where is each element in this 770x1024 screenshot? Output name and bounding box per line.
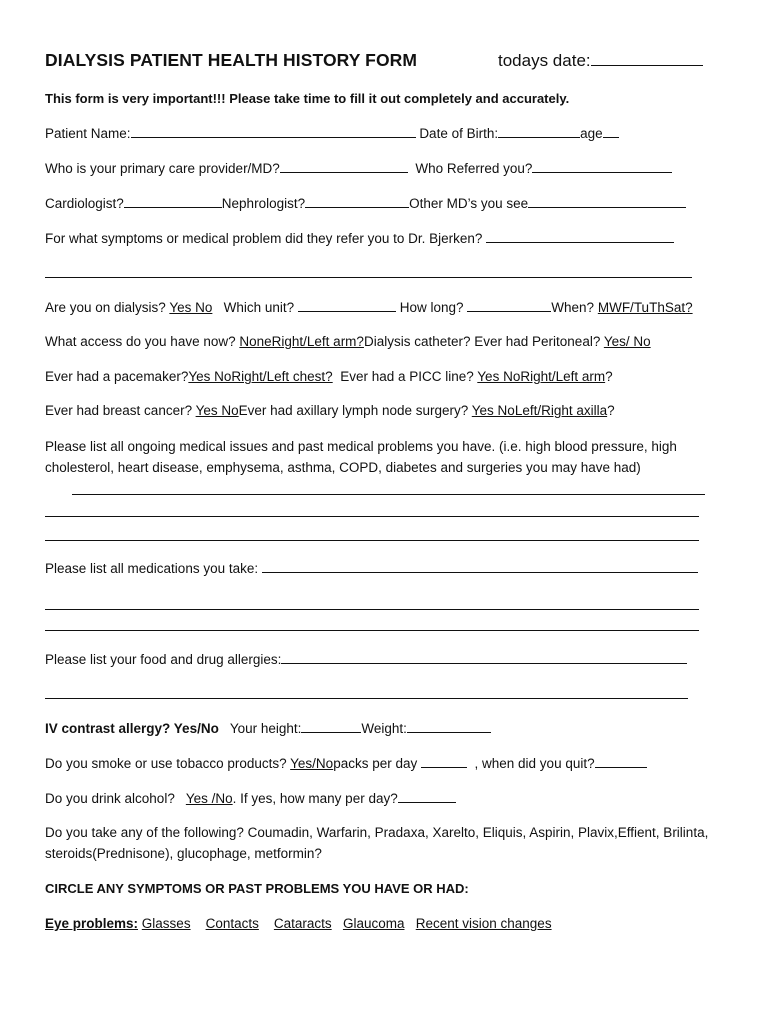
meds-following-text: Do you take any of the following? Coumadin, Warfarin, Pradaxa, Xarelto, Eliquis, Aspirin, Plavix,Effient, Brilinta, steroids(Prednisone), glucophage, metformin? bbox=[45, 825, 709, 861]
dialysis-options[interactable]: Yes No bbox=[169, 300, 213, 315]
alcohol-per-day-field[interactable] bbox=[398, 789, 456, 803]
medical-issues-line-2[interactable] bbox=[45, 516, 699, 517]
pacemaker-label: Ever had a pacemaker? bbox=[45, 369, 189, 384]
peritoneal-options[interactable]: Yes/ No bbox=[603, 334, 651, 349]
intro-text: This form is very important!!! Please take time to fill it out completely and accurately. bbox=[45, 91, 570, 106]
patient-name-row bbox=[45, 124, 619, 143]
alcohol-options[interactable]: Yes /No bbox=[185, 791, 233, 806]
cardiologist-field[interactable] bbox=[124, 194, 222, 208]
dialysis-label: Are you on dialysis? bbox=[45, 300, 166, 315]
axillary-options[interactable]: Yes NoLeft/Right axilla bbox=[471, 403, 608, 418]
alcohol-per-day-label: . If yes, how many per day? bbox=[232, 791, 398, 806]
height-label: Your height: bbox=[229, 721, 302, 736]
specialists-row bbox=[45, 194, 686, 213]
picc-label: Ever had a PICC line? bbox=[340, 369, 474, 384]
referred-label: Who Referred you? bbox=[415, 161, 533, 176]
nephrologist-label: Nephrologist? bbox=[221, 196, 306, 211]
eye-option-recent-vision-changes[interactable]: Recent vision changes bbox=[415, 916, 552, 931]
weight-label: Weight: bbox=[361, 721, 407, 736]
pacemaker-row bbox=[45, 368, 613, 386]
eye-problems-row bbox=[45, 915, 552, 933]
todays-date-label: todays date: bbox=[498, 51, 591, 70]
which-unit-field[interactable] bbox=[298, 298, 396, 312]
breast-label: Ever had breast cancer? bbox=[45, 403, 193, 418]
smoke-label: Do you smoke or use tobacco products? bbox=[45, 756, 287, 771]
medications-label: Please list all medications you take: bbox=[45, 561, 259, 576]
other-md-field[interactable] bbox=[528, 194, 686, 208]
age-label: age bbox=[580, 126, 603, 141]
eye-option-glasses[interactable]: Glasses bbox=[141, 916, 191, 931]
referred-field[interactable] bbox=[532, 159, 672, 173]
symptoms-row bbox=[45, 229, 674, 248]
medications-line-2[interactable] bbox=[45, 609, 699, 610]
age-field[interactable] bbox=[603, 124, 619, 138]
symptoms-extra-line[interactable] bbox=[45, 277, 692, 278]
when-label: When? bbox=[551, 300, 595, 315]
how-long-label: How long? bbox=[399, 300, 464, 315]
primary-care-row bbox=[45, 159, 672, 178]
nephrologist-field[interactable] bbox=[305, 194, 409, 208]
height-field[interactable] bbox=[301, 719, 361, 733]
access-row bbox=[45, 333, 651, 351]
allergies-field[interactable] bbox=[281, 650, 687, 664]
allergies-row bbox=[45, 650, 687, 669]
eye-option-contacts[interactable]: Contacts bbox=[205, 916, 259, 931]
eye-option-glaucoma[interactable]: Glaucoma bbox=[342, 916, 405, 931]
dialysis-row bbox=[45, 298, 693, 317]
picc-question: ? bbox=[605, 369, 613, 384]
eye-option-cataracts[interactable]: Cataracts bbox=[273, 916, 332, 931]
weight-field[interactable] bbox=[407, 719, 491, 733]
other-md-label: Other MD’s you see bbox=[409, 196, 529, 211]
circle-heading: CIRCLE ANY SYMPTOMS OR PAST PROBLEMS YOU HAVE OR HAD: bbox=[45, 881, 469, 896]
when-options[interactable]: MWF/TuThSat? bbox=[597, 300, 693, 315]
symptoms-field[interactable] bbox=[486, 229, 674, 243]
axillary-question: ? bbox=[607, 403, 615, 418]
medical-issues-line-1[interactable] bbox=[72, 494, 705, 495]
smoke-row bbox=[45, 754, 647, 773]
breast-cancer-row bbox=[45, 402, 615, 420]
allergies-line-2[interactable] bbox=[45, 698, 688, 699]
access-options[interactable]: NoneRight/Left arm? bbox=[239, 334, 364, 349]
packs-label: packs per day bbox=[333, 756, 418, 771]
dob-field[interactable] bbox=[498, 124, 580, 138]
how-long-field[interactable] bbox=[467, 298, 551, 312]
catheter-label: Dialysis catheter? Ever had Peritoneal? bbox=[363, 334, 601, 349]
packs-field[interactable] bbox=[421, 754, 467, 768]
dob-label: Date of Birth: bbox=[419, 126, 499, 141]
cardiologist-label: Cardiologist? bbox=[45, 196, 124, 211]
symptoms-label: For what symptoms or medical problem did they refer you to Dr. Bjerken? bbox=[45, 231, 483, 246]
iv-contrast-label[interactable]: IV contrast allergy? Yes/No bbox=[45, 721, 219, 736]
which-unit-label: Which unit? bbox=[223, 300, 295, 315]
alcohol-label: Do you drink alcohol? bbox=[45, 791, 175, 806]
allergies-label: Please list your food and drug allergies: bbox=[45, 652, 282, 667]
medications-row bbox=[45, 559, 698, 578]
medications-field[interactable] bbox=[262, 559, 698, 573]
quit-field[interactable] bbox=[595, 754, 647, 768]
access-label: What access do you have now? bbox=[45, 334, 236, 349]
picc-options[interactable]: Yes NoRight/Left arm bbox=[477, 369, 606, 384]
patient-name-field[interactable] bbox=[131, 124, 416, 138]
todays-date-field[interactable] bbox=[591, 52, 703, 66]
pacemaker-options[interactable]: Yes NoRight/Left chest? bbox=[188, 369, 333, 384]
iv-contrast-row bbox=[45, 719, 491, 738]
medications-line-3[interactable] bbox=[45, 630, 699, 631]
medical-issues-text: Please list all ongoing medical issues and past medical problems you have. (i.e. high blood pressure, high cholesterol, heart disease, emphysema, asthma, COPD, diabetes and surgeries you may have had) bbox=[45, 439, 677, 475]
eye-problems-label: Eye problems: bbox=[45, 916, 139, 931]
todays-date-row bbox=[498, 51, 703, 71]
patient-name-label: Patient Name: bbox=[45, 126, 131, 141]
axillary-label: Ever had axillary lymph node surgery? bbox=[238, 403, 469, 418]
medical-issues-line-3[interactable] bbox=[45, 540, 699, 541]
alcohol-row bbox=[45, 789, 456, 808]
smoke-options[interactable]: Yes/No bbox=[290, 756, 334, 771]
breast-options[interactable]: Yes No bbox=[195, 403, 239, 418]
primary-care-field[interactable] bbox=[280, 159, 408, 173]
quit-label: , when did you quit? bbox=[474, 756, 595, 771]
form-title: DIALYSIS PATIENT HEALTH HISTORY FORM bbox=[45, 50, 418, 70]
primary-care-label: Who is your primary care provider/MD? bbox=[45, 161, 280, 176]
